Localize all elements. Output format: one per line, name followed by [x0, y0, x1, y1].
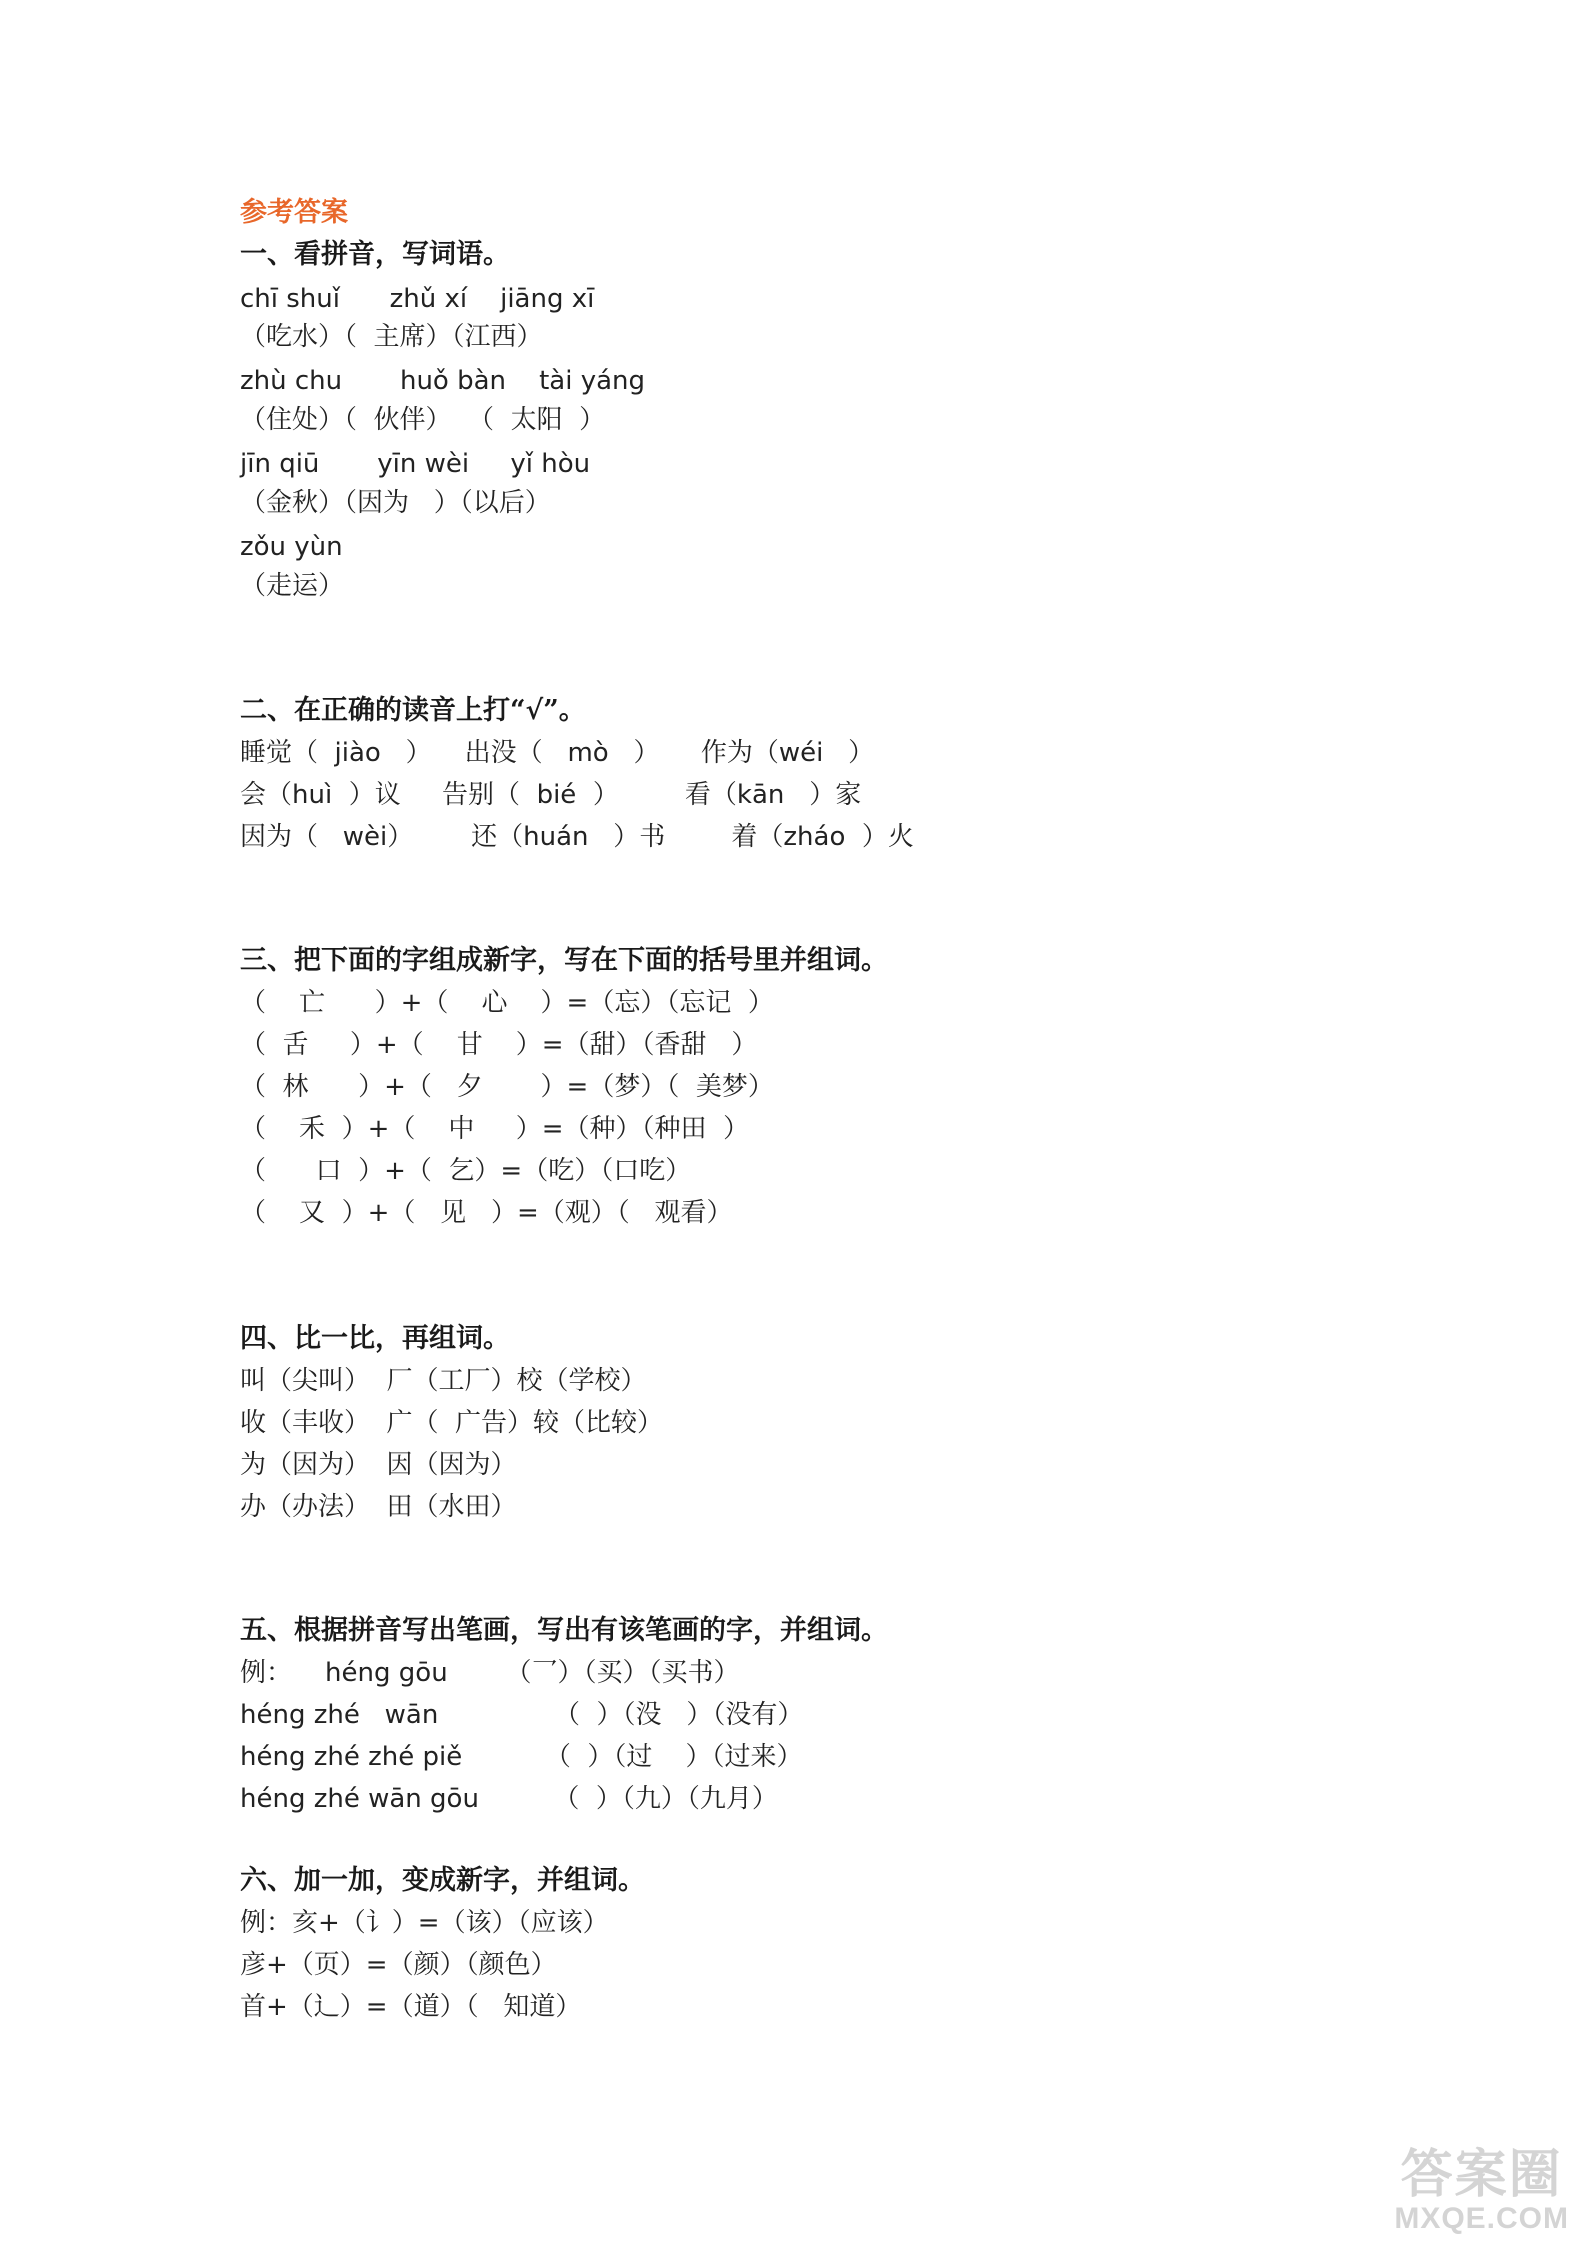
section-3-line: （ 口 ）+（ 乞）=（吃）（口吃） — [240, 1156, 692, 1186]
section-5-line: 例： héng gōu （乛）（买）（买书） — [240, 1658, 740, 1688]
section-4-line: 收（丰收） 广（ 广告）较（比较） — [240, 1408, 664, 1438]
section-3-line: （ 又 ）+（ 见 ）=（观）（ 观看） — [240, 1198, 733, 1228]
section-1-line: （住处）（ 伙伴） （ 太阳 ） — [240, 405, 606, 435]
watermark-top-text: 答案圈 — [1400, 2146, 1563, 2204]
section-3-line: （ 禾 ）+（ 中 ）=（种）（种田 ） — [240, 1114, 750, 1144]
section-2-line: 会（huì ）议 告别（ bié ） 看（kān ）家 — [240, 780, 862, 810]
section-3-line: （ 亡 ）+（ 心 ）=（忘）（忘记 ） — [240, 988, 774, 1018]
section-5-line: héng zhé zhé piě （ ）（过 ）（过来） — [240, 1742, 803, 1772]
section-4-line: 为（因为） 因（因为） — [240, 1450, 517, 1480]
section-1-line: zǒu yùn — [240, 532, 343, 562]
section-6-heading: 六、加一加，变成新字，并组词。 — [240, 1865, 645, 1896]
section-1-line: （金秋）（因为 ）（以后） — [240, 488, 551, 518]
watermark-bottom-text: MXQE.COM — [1394, 2202, 1569, 2235]
section-1-line: （吃水）（ 主席）（江西） — [240, 322, 543, 352]
section-5-line: héng zhé wān （ ）（没 ）（没有） — [240, 1700, 804, 1730]
answer-title: 参考答案 — [240, 197, 348, 228]
section-6-line: 首+（辶）=（道）（ 知道） — [240, 1992, 582, 2022]
section-1-line: （走运） — [240, 571, 345, 601]
section-3-line: （ 林 ）+（ 夕 ）=（梦）（ 美梦） — [240, 1072, 774, 1102]
section-4-heading: 四、比一比，再组词。 — [240, 1323, 510, 1354]
section-1-heading: 一、看拼音，写词语。 — [240, 239, 510, 270]
watermark-logo — [1394, 2147, 1569, 2235]
section-1-line: zhù chu huǒ bàn tài yáng — [240, 366, 645, 396]
section-4-line: 办（办法） 田（水田） — [240, 1492, 517, 1522]
section-1-line: jīn qiū yīn wèi yǐ hòu — [240, 449, 591, 479]
section-3-line: （ 舌 ）+（ 甘 ）=（甜）（香甜 ） — [240, 1030, 758, 1060]
section-5-line: héng zhé wān gōu （ ）（九）（九月） — [240, 1784, 778, 1814]
section-2-line: 睡觉（ jiào ） 出没（ mò ） 作为（wéi ） — [240, 738, 875, 768]
section-2-line: 因为（ wèi） 还（huán ）书 着（zháo ）火 — [240, 822, 914, 852]
section-5-heading: 五、根据拼音写出笔画，写出有该笔画的字，并组词。 — [240, 1615, 888, 1646]
section-6-line: 彦+（页）=（颜）（颜色） — [240, 1950, 557, 1980]
section-6-line: 例：亥+（讠）=（该）（应该） — [240, 1908, 609, 1938]
section-3-heading: 三、把下面的字组成新字，写在下面的括号里并组词。 — [240, 945, 888, 976]
section-1-line: chī shuǐ zhǔ xí jiāng xī — [240, 284, 595, 314]
section-4-line: 叫（尖叫） 厂（工厂）校（学校） — [240, 1366, 647, 1396]
section-2-heading: 二、在正确的读音上打“√”。 — [240, 695, 586, 726]
